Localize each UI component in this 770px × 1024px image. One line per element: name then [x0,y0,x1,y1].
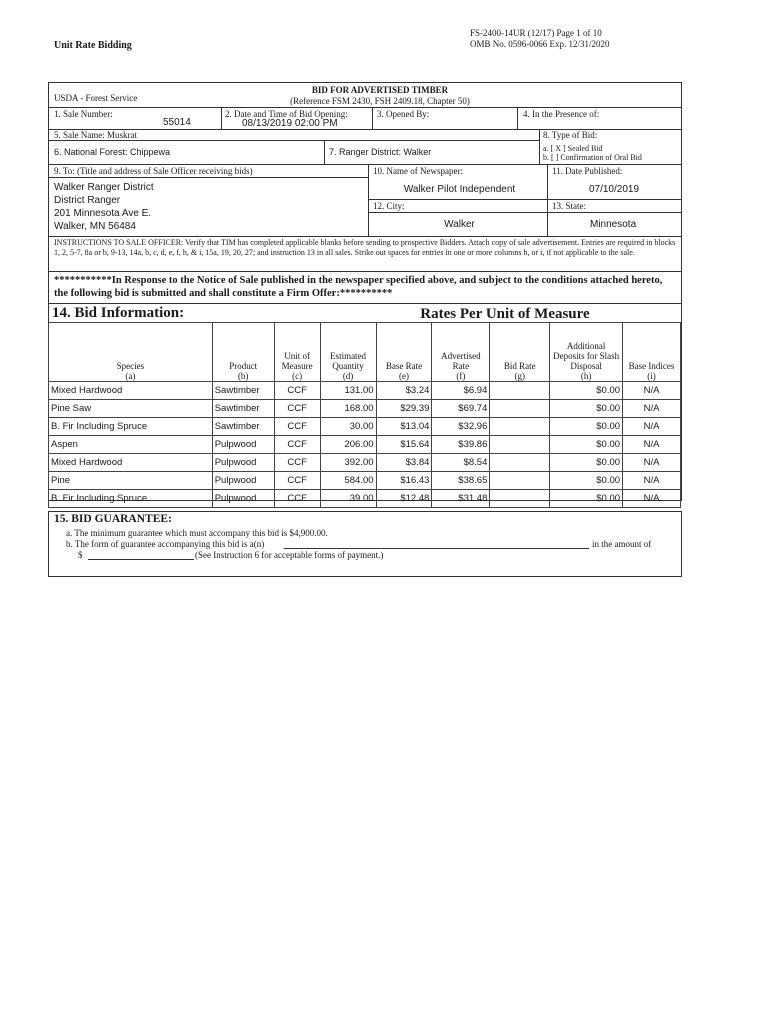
form-left-title: Unit Rate Bidding [54,40,132,51]
col-slash-deposit: Additional Deposits for Slash Disposal (h) [550,323,623,382]
national-forest-label: 6. National Forest: Chippewa [54,147,171,157]
table-row: B. Fir Including Spruce Sawtimber CCF 30.00 $13.04 $32.96 $0.00 N/A [49,418,681,436]
agency-name: USDA - Forest Service [54,93,138,103]
bid-type-label: 8. Type of Bid: [543,130,598,140]
bid-rate-input[interactable] [490,418,550,436]
city-value: Walker [444,219,475,230]
date-published-value: 07/10/2019 [588,184,640,195]
col-bid-rate: Bid Rate (g) [490,323,550,382]
city-label: 12. City: [373,201,405,211]
bid-table [48,322,681,508]
form-title: BID FOR ADVERTISED TIMBER [311,85,449,95]
bid-info-heading: 14. Bid Information: [52,305,185,321]
bid-date-value: 08/13/2019 02:00 PM [242,118,338,129]
table-row: B. Fir Including Spruce Pulpwood CCF 39.00 $12.48 $31.48 $0.00 N/A [49,490,681,508]
col-advertised-rate: Advertised Rate (f) [432,323,490,382]
col-quantity: Estimated Quantity (d) [320,323,376,382]
address-line-3: 201 Minnesota Ave E. [54,208,152,219]
bid-date-label: 2. Date and Time of Bid Opening: [225,109,348,119]
bid-rate-input[interactable] [490,382,550,400]
table-row: Pine Pulpwood CCF 584.00 $16.43 $38.65 $0.00 N/A [49,472,681,490]
table-row: Mixed Hardwood Pulpwood CCF 392.00 $3.84 $8.54 $0.00 N/A [49,454,681,472]
address-line-1: Walker Ranger District [54,182,154,193]
table-row: Pine Saw Sawtimber CCF 168.00 $29.39 $69.74 $0.00 N/A [49,400,681,418]
opened-by-label: 3. Opened By: [377,109,430,119]
newspaper-label: 10. Name of Newspaper: [373,166,463,176]
form-number: FS-2400-14UR (12/17) Page 1 of 10 [470,28,602,38]
col-base-rate: Base Rate (e) [376,323,432,382]
bid-guarantee-heading: 15. BID GUARANTEE: [54,513,172,525]
response-text: ***********In Response to the Notice of Sale published in the newspaper specified above, and subject to the conditions attached hereto, the following bid is submitted and shall constitute a Firm Offer:********** [54,275,663,299]
bid-rate-input[interactable] [490,400,550,418]
bid-rate-input[interactable] [490,454,550,472]
state-value: Minnesota [590,219,637,230]
to-label: 9. To: (Title and address of Sale Officer receiving bids) [54,166,253,176]
sale-number-value: 55014 [163,117,191,128]
bid-rate-input[interactable] [490,472,550,490]
col-species: Species (a) [49,323,213,382]
table-row: Aspen Pulpwood CCF 206.00 $15.64 $39.86 $0.00 N/A [49,436,681,454]
address-line-2: District Ranger [54,195,121,206]
dollar-sign: $ [78,550,83,560]
rates-heading: Rates Per Unit of Measure [420,306,590,322]
guarantee-form-label: b. The form of guarantee accompanying this bid is a(n) [66,539,265,549]
col-unit: Unit of Measure (c) [274,323,320,382]
sale-number-label: 1. Sale Number: [54,109,113,119]
date-published-label: 11. Date Published: [552,166,623,176]
state-label: 13. State: [552,201,586,211]
form-reference: (Reference FSM 2430, FSH 2409.18, Chapter 50) [290,96,470,106]
col-product: Product (b) [212,323,274,382]
ranger-district-label: 7. Ranger District: Walker [329,147,432,157]
instructions-text: INSTRUCTIONS TO SALE OFFICER: Verify that TIM has completed applicable blanks before sending to prospective Bidders. Attach copy of sale advertisement. Entries are required in blocks 1, 2, 5-7, 8a or b, 9-13, 14a, b, c, d, e, f, h, & i, 15a, 19, 20, 27; and instruction 13 in all sales. Strike out spaces for entries in one or more columns h, or i, if not applicable to the sale. [54,238,676,257]
bid-type-oral: b. [ ] Confirmation of Oral Bid [543,153,642,162]
guarantee-instruction-note: (See Instruction 6 for acceptable forms of payment.) [195,550,384,560]
col-base-indices: Base Indices (i) [623,323,681,382]
table-row: Mixed Hardwood Sawtimber CCF 131.00 $3.24 $6.94 $0.00 N/A [49,382,681,400]
guarantee-amount-field[interactable] [88,559,194,560]
presence-label: 4. In the Presence of: [523,109,600,119]
omb-number: OMB No. 0596-0066 Exp. 12/31/2020 [470,39,610,49]
guarantee-form-field[interactable] [284,548,589,549]
bid-rate-input[interactable] [490,490,550,508]
bid-type-sealed: a. [ X ] Sealed Bid [543,144,603,153]
bid-rate-input[interactable] [490,436,550,454]
bid-table-header [49,323,681,382]
guarantee-minimum-text: a. The minimum guarantee which must accompany this bid is $4,900.00. [66,528,328,538]
address-line-4: Walker, MN 56484 [54,221,136,232]
guarantee-amount-label: in the amount of [592,539,652,549]
newspaper-value: Walker Pilot Independent [403,184,516,195]
sale-name-label: 5. Sale Name: Muskrat [54,130,137,140]
